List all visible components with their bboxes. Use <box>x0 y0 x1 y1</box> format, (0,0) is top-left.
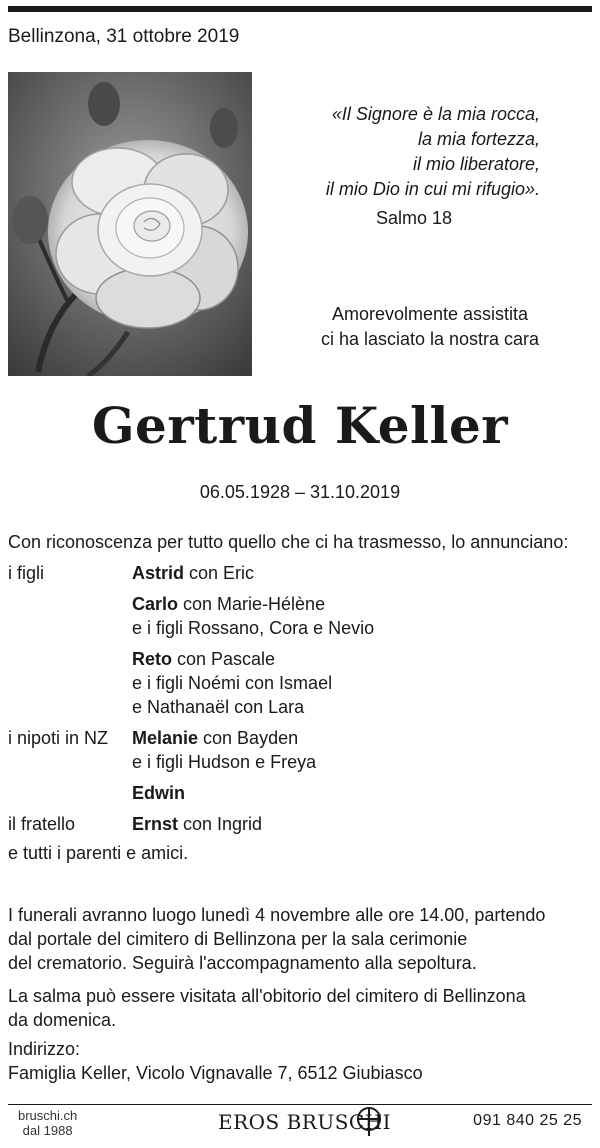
family-partner: con Ingrid <box>178 814 263 834</box>
top-rule <box>8 6 592 12</box>
funeral-line: I funerali avranno luogo lunedì 4 novembre alle ore 14.00, partendo <box>8 905 546 925</box>
brand-cross-icon <box>356 1106 382 1136</box>
family-name: Edwin <box>132 783 185 803</box>
family-children: e i figli Hudson e Freya <box>132 752 317 772</box>
family-name: Ernst <box>132 814 179 834</box>
family-entry <box>132 592 325 616</box>
place-date: Bellinzona, 31 ottobre 2019 <box>8 26 240 47</box>
address-value: Famiglia Keller, Vicolo Vignavalle 7, 6512 Giubiasco <box>8 1063 423 1083</box>
family-partner: con Bayden <box>198 728 299 748</box>
footer-since: dal 1988 <box>22 1123 73 1138</box>
label-fratello: il fratello <box>8 814 76 834</box>
quote-line: la mia fortezza, <box>417 129 540 149</box>
footer-brand: EROS BRUSCHI <box>218 1110 392 1134</box>
family-entry <box>132 812 262 836</box>
quote-line: il mio liberatore, <box>412 154 540 174</box>
quote-line: il mio Dio in cui mi rifugio». <box>325 179 540 199</box>
funeral-line: dal portale del cimitero di Bellinzona per la sala cerimonie <box>8 929 468 949</box>
visiting-line: da domenica. <box>8 1010 117 1030</box>
visiting-info <box>8 984 592 1032</box>
rose-photo <box>8 72 252 376</box>
family-name: Carlo <box>132 594 179 614</box>
footer-site-block <box>18 1108 77 1138</box>
family-partner: con Eric <box>184 563 255 583</box>
family-children: e i figli Rossano, Cora e Nevio <box>132 618 375 638</box>
rose-image <box>8 72 252 376</box>
footer-rule <box>8 1104 592 1105</box>
family-entry <box>132 647 275 671</box>
family-entry <box>132 781 185 805</box>
intro-text <box>300 302 560 352</box>
quote-source: Salmo 18 <box>376 208 453 228</box>
psalm-quote <box>240 102 540 202</box>
family-name: Astrid <box>132 563 185 583</box>
funeral-info <box>8 903 592 975</box>
family-partner: con Pascale <box>172 649 276 669</box>
deceased-name: Gertrud Keller <box>91 396 509 455</box>
footer-phone: 091 840 25 25 <box>473 1112 582 1129</box>
family-name: Melanie <box>132 728 199 748</box>
family-name: Reto <box>132 649 172 669</box>
funeral-line: del crematorio. Seguirà l'accompagnamento alla sepoltura. <box>8 953 477 973</box>
life-dates: 06.05.1928 – 31.10.2019 <box>199 482 401 502</box>
address-block <box>8 1037 592 1085</box>
footer-site: bruschi.ch <box>18 1108 78 1123</box>
family-children: e i figli Noémi con Ismael <box>132 673 333 693</box>
family-entry <box>132 726 298 750</box>
family-children: e Nathanaël con Lara <box>132 697 305 717</box>
visiting-line: La salma può essere visitata all'obitorio del cimitero di Bellinzona <box>8 986 526 1006</box>
relatives-line: e tutti i parenti e amici. <box>8 843 189 863</box>
intro-line: ci ha lasciato la nostra cara <box>320 329 540 349</box>
intro-line: Amorevolmente assistita <box>331 304 529 324</box>
family-partner: con Marie-Hélène <box>178 594 326 614</box>
label-figli: i figli <box>8 563 45 583</box>
address-label: Indirizzo: <box>8 1039 81 1059</box>
quote-line: «Il Signore è la mia rocca, <box>331 104 540 124</box>
label-nipoti: i nipoti in NZ <box>8 728 109 748</box>
family-entry <box>132 561 254 585</box>
announcement-lead: Con riconoscenza per tutto quello che ci ha trasmesso, lo annunciano: <box>8 532 569 552</box>
